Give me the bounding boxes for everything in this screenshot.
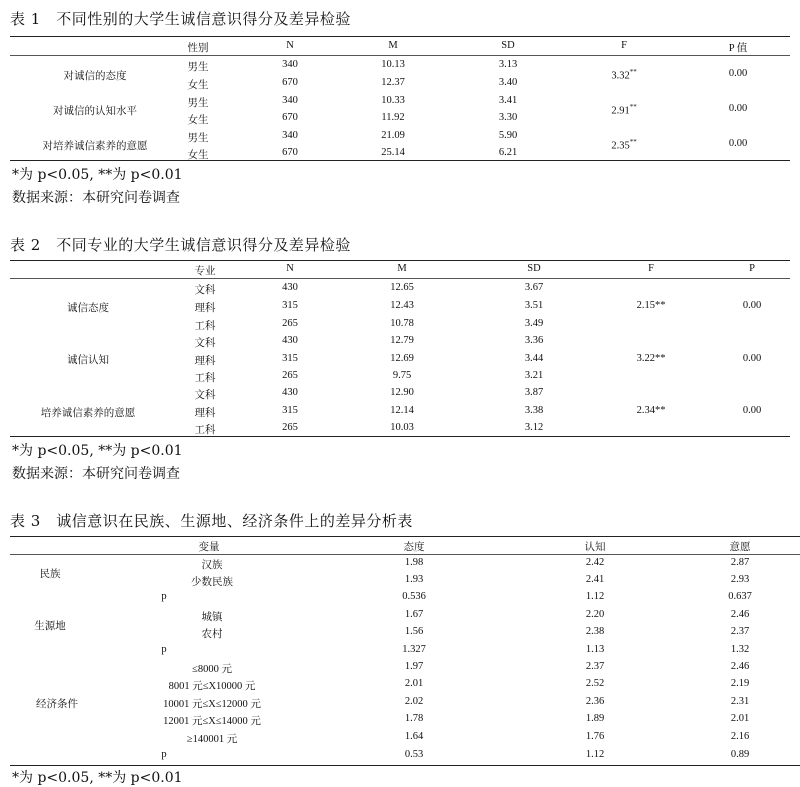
t2-cell: 文科 [194,338,216,349]
t2-header-p: P [749,263,755,274]
t2-p-value: 0.00 [742,353,762,364]
t1-header-n: N [286,40,294,51]
t3-cell: 2.16 [730,731,750,742]
t1-cell: 670 [282,147,298,158]
t1-header-gender: 性别 [187,43,209,54]
t1-cell: 3.41 [498,95,518,106]
t1-cell: 25.14 [381,147,405,158]
t1-group-label: 对培养诚信素养的意愿 [42,141,148,152]
t3-cell: 2.37 [585,661,605,672]
t1-cell: 10.13 [381,59,405,70]
t3-cell: 城镇 [201,612,223,623]
t1-cell: 男生 [187,133,209,144]
t3-p-cell: 1.12 [585,749,605,760]
t3-cell: 2.38 [585,626,605,637]
t3-cell: 2.02 [404,696,424,707]
t1-cell: 10.33 [381,95,405,106]
t2-cell: 3.87 [524,387,544,398]
t2-cell: 3.49 [524,318,544,329]
t1-cell: 女生 [187,150,209,161]
t2-cell: 12.43 [390,300,414,311]
t2-group-label: 培养诚信素养的意愿 [40,408,136,419]
t1-cell: 男生 [187,98,209,109]
table1-note: *为 p<0.05, **为 p<0.01 [12,167,183,183]
t1-header-sd: SD [501,40,515,51]
t2-header-n: N [286,263,294,274]
t2-cell: 文科 [194,285,216,296]
t3-cell: 2.19 [730,678,750,689]
t2-cell: 12.69 [390,353,414,364]
t1-cell: 女生 [187,115,209,126]
t1-f-value: 2.91** [611,103,637,117]
t3-cell: 1.64 [404,731,424,742]
t1-cell: 3.13 [498,59,518,70]
t2-cell: 工科 [194,425,216,436]
t2-f-value: 3.22** [636,353,666,364]
t2-cell: 工科 [194,321,216,332]
t1-header-f: F [621,40,627,51]
t2-cell: 12.65 [390,282,414,293]
table3-note: *为 p<0.05, **为 p<0.01 [12,770,183,786]
t3-header-cognition: 认知 [584,542,606,553]
t1-cell: 340 [282,130,298,141]
t2-cell: 3.21 [524,370,544,381]
t1-header-m: M [388,40,398,51]
t1-cell: 340 [282,59,298,70]
t1-p-value: 0.00 [728,103,748,114]
table2-note: *为 p<0.05, **为 p<0.01 [12,443,183,459]
table3-header-rule [10,554,800,555]
t2-header-m: M [397,263,407,274]
table1-header-rule [10,55,790,56]
table1-bottom-rule [10,160,790,161]
t3-cell: 汉族 [201,560,223,571]
t2-cell: 理科 [194,356,216,367]
t2-cell: 12.14 [390,405,414,416]
t2-f-value: 2.34** [636,405,666,416]
t3-cell: 10001 元≤X≤12000 元 [163,699,261,710]
t2-cell: 3.12 [524,422,544,433]
t2-p-value: 0.00 [742,405,762,416]
t3-cell: 1.97 [404,661,424,672]
t2-cell: 文科 [194,390,216,401]
t3-cell: 2.37 [730,626,750,637]
t1-cell: 670 [282,112,298,123]
t3-cell: 2.41 [585,574,605,585]
t2-cell: 3.38 [524,405,544,416]
t1-cell: 男生 [187,62,209,73]
table3-bottom-rule [10,765,800,766]
t3-cell: 2.01 [730,713,750,724]
t3-cell: 农村 [201,629,223,640]
t2-p-value: 0.00 [742,300,762,311]
t1-f-value: 2.35** [611,138,637,152]
t2-cell: 265 [282,422,298,433]
t3-cell: 8001 元≤X10000 元 [168,681,256,692]
t2-cell: 10.03 [390,422,414,433]
t3-cell: 2.01 [404,678,424,689]
t3-cell: 1.93 [404,574,424,585]
t1-cell: 女生 [187,80,209,91]
t2-group-label: 诚信态度 [67,303,109,314]
table3-caption: 表 3 诚信意识在民族、生源地、经济条件上的差异分析表 [10,512,413,530]
t2-cell: 3.51 [524,300,544,311]
t2-cell: 9.75 [392,370,412,381]
t3-p-label: p [161,591,167,602]
t2-cell: 理科 [194,303,216,314]
t3-cell: 2.46 [730,661,750,672]
t3-p-cell: 0.89 [730,749,750,760]
t3-p-cell: 1.12 [585,591,605,602]
t3-header-variable: 变量 [198,542,220,553]
t1-p-value: 0.00 [728,138,748,149]
t3-cell: 2.36 [585,696,605,707]
t2-header-major: 专业 [194,266,216,277]
t2-cell: 430 [282,282,298,293]
t3-cell: 1.89 [585,713,605,724]
t3-header-attitude: 态度 [403,542,425,553]
t2-cell: 315 [282,300,298,311]
t2-cell: 430 [282,387,298,398]
t3-cell: 1.98 [404,557,424,568]
t2-cell: 265 [282,318,298,329]
t3-cell: 1.67 [404,609,424,620]
table2-header-rule [10,278,790,279]
t3-cell: 少数民族 [191,577,233,588]
t2-header-f: F [648,263,654,274]
table1-source: 数据来源：本研究问卷调查 [12,190,180,206]
table1-top-rule [10,36,790,37]
t1-cell: 670 [282,77,298,88]
t1-group-label: 对诚信的认知水平 [53,106,137,117]
t1-f-value: 3.32** [611,68,637,82]
table3-top-rule [10,536,800,537]
t3-cell: 12001 元≤X≤14000 元 [163,716,261,727]
t2-group-label: 诚信认知 [67,355,109,366]
t2-cell: 3.67 [524,282,544,293]
t3-header-willingness: 意愿 [729,542,751,553]
t3-cell: 1.78 [404,713,424,724]
t2-header-sd: SD [527,263,541,274]
t1-cell: 3.40 [498,77,518,88]
t3-p-cell: 0.637 [728,591,752,602]
t3-p-cell: 0.536 [402,591,426,602]
table2-top-rule [10,260,790,261]
t3-cell: 2.31 [730,696,750,707]
t1-group-label: 对诚信的态度 [63,71,127,82]
t3-p-cell: 1.32 [730,644,750,655]
t1-cell: 21.09 [381,130,405,141]
table1-caption: 表 1 不同性别的大学生诚信意识得分及差异检验 [10,10,351,28]
t1-cell: 5.90 [498,130,518,141]
t3-cell: 1.56 [404,626,424,637]
t1-cell: 3.30 [498,112,518,123]
t1-cell: 11.92 [381,112,405,123]
t2-cell: 265 [282,370,298,381]
t2-cell: 315 [282,353,298,364]
t3-cell: 2.20 [585,609,605,620]
t2-f-value: 2.15** [636,300,666,311]
t2-cell: 430 [282,335,298,346]
table2-caption: 表 2 不同专业的大学生诚信意识得分及差异检验 [10,236,351,254]
t2-cell: 3.44 [524,353,544,364]
t2-cell: 理科 [194,408,216,419]
t3-cell: 2.52 [585,678,605,689]
t1-cell: 340 [282,95,298,106]
t2-cell: 3.36 [524,335,544,346]
table2-source: 数据来源：本研究问卷调查 [12,466,180,482]
t1-header-p: P 值 [728,43,748,54]
t3-p-cell: 1.13 [585,644,605,655]
t3-cell: 2.42 [585,557,605,568]
t1-p-value: 0.00 [728,68,748,79]
t3-cell: ≤8000 元 [192,664,232,675]
t3-cell: ≥140001 元 [186,734,238,745]
t3-p-label: p [161,644,167,655]
t3-cell: 1.76 [585,731,605,742]
t2-cell: 工科 [194,373,216,384]
t2-cell: 315 [282,405,298,416]
t3-group-label: 生源地 [34,621,66,632]
t2-cell: 10.78 [390,318,414,329]
t3-p-label: p [161,749,167,760]
t3-p-cell: 1.327 [402,644,426,655]
t3-cell: 2.93 [730,574,750,585]
t3-cell: 2.87 [730,557,750,568]
t3-group-label: 民族 [39,569,61,580]
t2-cell: 12.79 [390,335,414,346]
t3-p-cell: 0.53 [404,749,424,760]
t1-cell: 12.37 [381,77,405,88]
t2-cell: 12.90 [390,387,414,398]
t3-cell: 2.46 [730,609,750,620]
t1-cell: 6.21 [498,147,518,158]
t3-group-label: 经济条件 [36,699,78,710]
table2-bottom-rule [10,436,790,437]
